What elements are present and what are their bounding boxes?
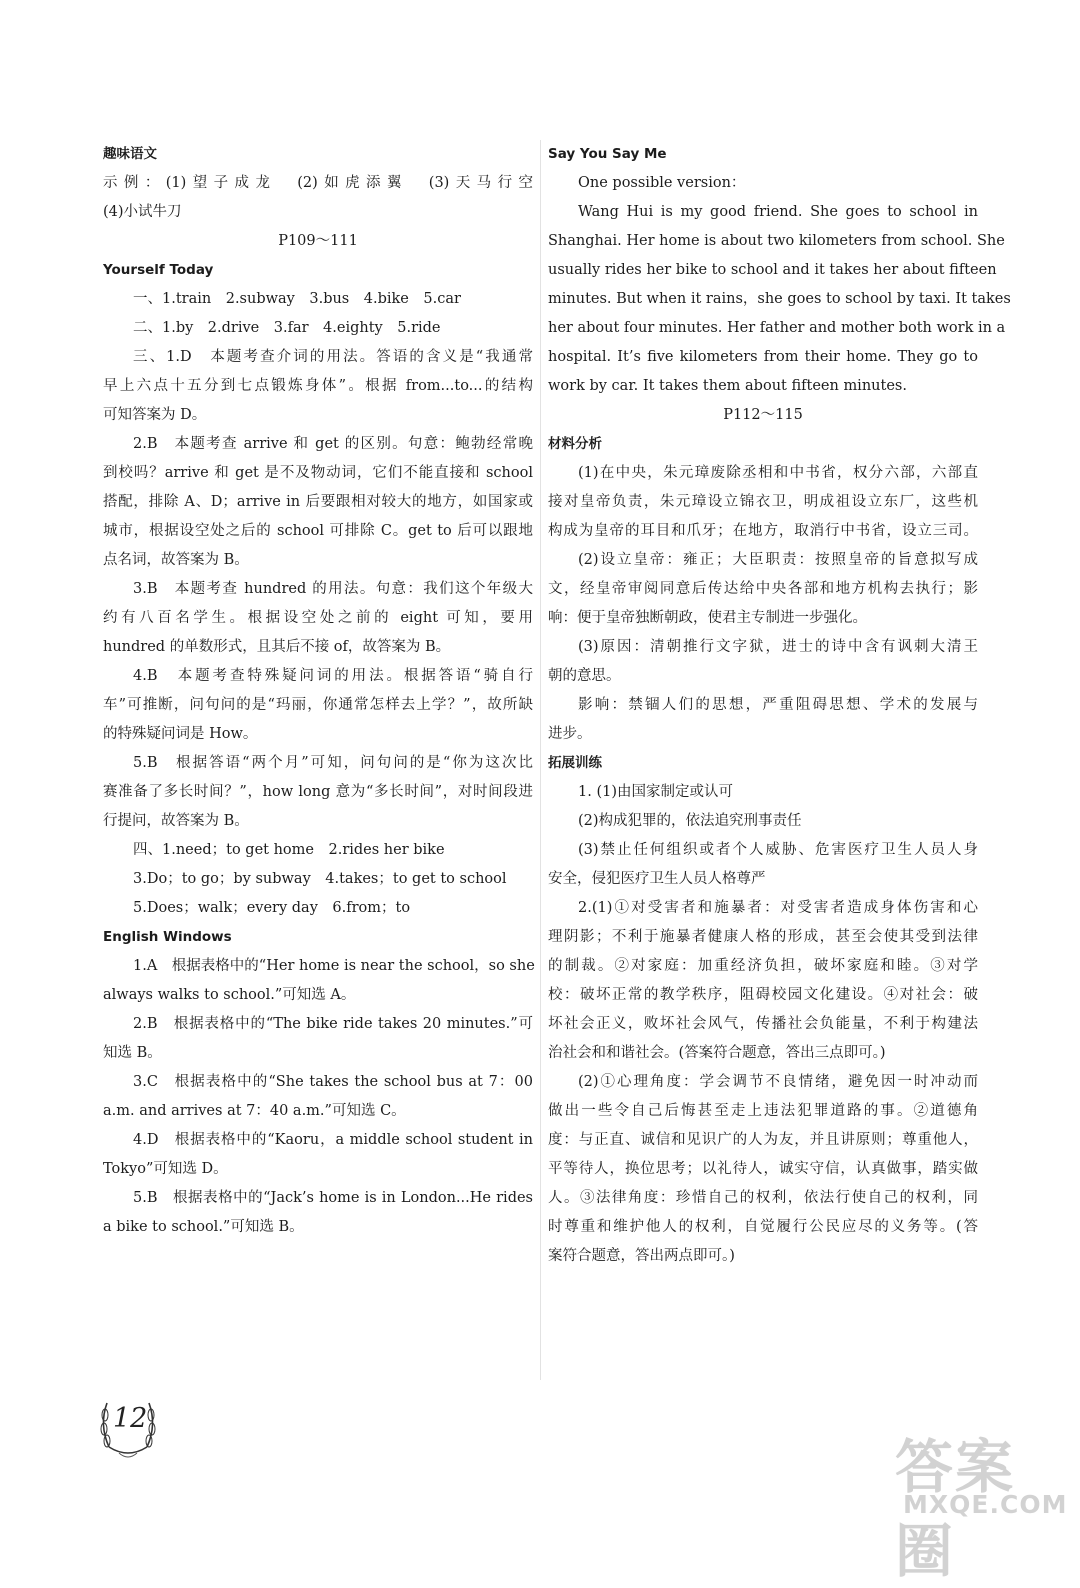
text-line: 5.B 根据表格中的“Jack’s home is in London...He rides xyxy=(133,1190,533,1206)
text-line: 做出一些令自己后悔甚至走上违法犯罪道路的事。②道德角 xyxy=(548,1103,978,1119)
text-line: (1)在中央，朱元璋废除丞相和中书省，权分六部，六部直 xyxy=(578,465,978,481)
text-line: Wang Hui is my good friend. She goes to school in xyxy=(578,204,978,220)
section-heading: Yourself Today xyxy=(103,262,214,278)
text-line: 时尊重和维护他人的权利，自觉履行公民应尽的义务等。(答 xyxy=(548,1219,978,1235)
text-line: 校：破坏正常的教学秩序，阻碍校园文化建设。④对社会：破 xyxy=(548,987,978,1003)
watermark-text: 答案圈 xyxy=(895,1433,1016,1585)
text-line: 四、1.need；to get home 2.rides her bike xyxy=(133,842,445,858)
text-line: 3.C 根据表格中的“She takes the school bus at 7：00 xyxy=(133,1074,533,1090)
page-range-heading: P109～111 xyxy=(278,233,358,249)
text-line: 5.Does；walk；every day 6.from；to xyxy=(133,900,411,916)
section-heading: Say You Say Me xyxy=(548,146,667,162)
text-line: hospital. It’s five kilometers from their home. They go to xyxy=(548,349,978,365)
text-line: 车”可推断，问句问的是“玛丽，你通常怎样去上学？”，故所缺 xyxy=(103,697,533,713)
text-line: a bike to school.”可知选 B。 xyxy=(103,1219,304,1235)
text-line: 度：与正直、诚信和见识广的人为友，并且讲原则；尊重他人， xyxy=(548,1132,978,1148)
text-line: (2)构成犯罪的，依法追究刑事责任 xyxy=(578,813,802,829)
section-heading: 材料分析 xyxy=(548,436,602,452)
text-line: always walks to school.”可知选 A。 xyxy=(103,987,356,1003)
text-line: 4.D 根据表格中的“Kaoru，a middle school student in xyxy=(133,1132,533,1148)
text-line: 影响：禁锢人们的思想，严重阻碍思想、学术的发展与 xyxy=(578,697,978,713)
text-line: work by car. It takes them about fifteen minutes. xyxy=(548,378,907,394)
page-number: 12 xyxy=(113,1403,148,1434)
text-line: 1.A 根据表格中的“Her home is near the school，so she xyxy=(133,958,535,974)
text-line: 搭配，排除 A、D；arrive in 后要跟相对较大的地方，如国家或 xyxy=(103,494,533,510)
text-line: 2.(1)①对受害者和施暴者：对受害者造成身体伤害和心 xyxy=(578,900,978,916)
text-line: 知选 B。 xyxy=(103,1045,162,1061)
text-line: 3.Do；to go；by subway 4.takes；to get to school xyxy=(133,871,507,887)
text-line: 一、1.train 2.subway 3.bus 4.bike 5.car xyxy=(133,291,461,307)
text-line: 4.B 本题考查特殊疑问词的用法。根据答语“骑自行 xyxy=(133,668,533,684)
text-line: her about four minutes. Her father and mother both work in a xyxy=(548,320,1006,336)
text-line: 案符合题意，答出两点即可。) xyxy=(548,1248,735,1264)
text-line: 2.B 本题考查 arrive 和 get 的区别。句意：鲍勃经常晚 xyxy=(133,436,533,452)
section-heading: English Windows xyxy=(103,929,232,945)
text-line: 1. (1)由国家制定或认可 xyxy=(578,784,733,800)
left-column xyxy=(103,140,533,1242)
text-line: 安全，侵犯医疗卫生人员人格尊严 xyxy=(548,871,766,887)
text-line: 二、1.by 2.drive 3.far 4.eighty 5.ride xyxy=(133,320,441,336)
text-line: One possible version： xyxy=(578,175,746,191)
right-column xyxy=(548,140,1011,1271)
text-line: 平等待人，换位思考；以礼待人，诚实守信，认真做事，踏实做 xyxy=(548,1161,978,1177)
section-heading: 拓展训练 xyxy=(548,755,602,771)
text-line: 文，经皇帝审阅同意后传达给中央各部和地方机构去执行；影 xyxy=(548,581,978,597)
text-line: (3)原因：清朝推行文字狱，进士的诗中含有讽刺大清王 xyxy=(578,639,978,655)
text-line: 响：便于皇帝独断朝政，使君主专制进一步强化。 xyxy=(548,610,867,626)
text-line: 2.B 根据表格中的“The bike ride takes 20 minutes.”可 xyxy=(133,1016,533,1032)
text-line: 三、1.D 本题考查介词的用法。答语的含义是“我通常 xyxy=(133,349,533,365)
text-line: 治社会和和谐社会。(答案符合题意，答出三点即可。) xyxy=(548,1045,886,1061)
text-line: 的特殊疑问词是 How。 xyxy=(103,726,258,742)
text-line: 可知答案为 D。 xyxy=(103,407,207,423)
text-line: 示例：(1)望子成龙 (2)如虎添翼 (3)天马行空 xyxy=(103,175,533,191)
text-line: minutes. But when it rains，she goes to school by taxi. It takes xyxy=(548,291,1011,307)
watermark-url: MXQE.COM xyxy=(903,1490,1068,1519)
text-line: 城市，根据设空处之后的 school 可排除 C。get to 后可以跟地 xyxy=(103,523,533,539)
column-divider xyxy=(540,140,541,1380)
text-line: Tokyo”可知选 D。 xyxy=(103,1161,228,1177)
text-line: 坏社会正义，败坏社会风气，传播社会负能量，不利于构建法 xyxy=(548,1016,978,1032)
text-line: 接对皇帝负责，朱元璋设立锦衣卫，明成祖设立东厂，这些机 xyxy=(548,494,978,510)
text-line: 人。③法律角度：珍惜自己的权利，依法行使自己的权利，同 xyxy=(548,1190,978,1206)
text-line: 到校吗？arrive 和 get 是不及物动词，它们不能直接和 school xyxy=(103,465,533,481)
text-line: 理阴影；不利于施暴者健康人格的形成，甚至会使其受到法律 xyxy=(548,929,978,945)
text-line: 5.B 根据答语“两个月”可知，问句问的是“你为这次比 xyxy=(133,755,533,771)
text-line: 行提问，故答案为 B。 xyxy=(103,813,249,829)
page-range-heading: P112～115 xyxy=(723,407,803,423)
text-line: 早上六点十五分到七点锻炼身体”。根据 from...to...的结构 xyxy=(103,378,533,394)
text-line: 点名词，故答案为 B。 xyxy=(103,552,249,568)
text-line: usually rides her bike to school and it takes her about fifteen xyxy=(548,262,997,278)
text-line: 约有八百名学生。根据设空处之前的 eight 可知，要用 xyxy=(103,610,533,626)
text-line: (4)小试牛刀 xyxy=(103,204,182,220)
text-line: 进步。 xyxy=(548,726,592,742)
text-line: 构成为皇帝的耳目和爪牙；在地方，取消行中书省，设立三司。 xyxy=(548,523,978,539)
text-line: Shanghai. Her home is about two kilometers from school. She xyxy=(548,233,1005,249)
watermark-logo xyxy=(865,1410,1070,1585)
text-line: (2)设立皇帝：雍正；大臣职责：按照皇帝的旨意拟写成 xyxy=(578,552,978,568)
text-line: 3.B 本题考查 hundred 的用法。句意：我们这个年级大 xyxy=(133,581,533,597)
text-line: 朝的意思。 xyxy=(548,668,621,684)
text-line: (3)禁止任何组织或者个人威胁、危害医疗卫生人员人身 xyxy=(578,842,978,858)
text-line: 赛准备了多长时间？”，how long 意为“多长时间”，对时间段进 xyxy=(103,784,533,800)
page-number-badge xyxy=(97,1395,159,1465)
text-line: hundred 的单数形式，且其后不接 of，故答案为 B。 xyxy=(103,639,451,655)
text-line: a.m. and arrives at 7：40 a.m.”可知选 C。 xyxy=(103,1103,406,1119)
text-line: 的制裁。②对家庭：加重经济负担，破坏家庭和睦。③对学 xyxy=(548,958,978,974)
section-heading: 趣味语文 xyxy=(103,146,157,162)
text-line: (2)①心理角度：学会调节不良情绪，避免因一时冲动而 xyxy=(578,1074,978,1090)
